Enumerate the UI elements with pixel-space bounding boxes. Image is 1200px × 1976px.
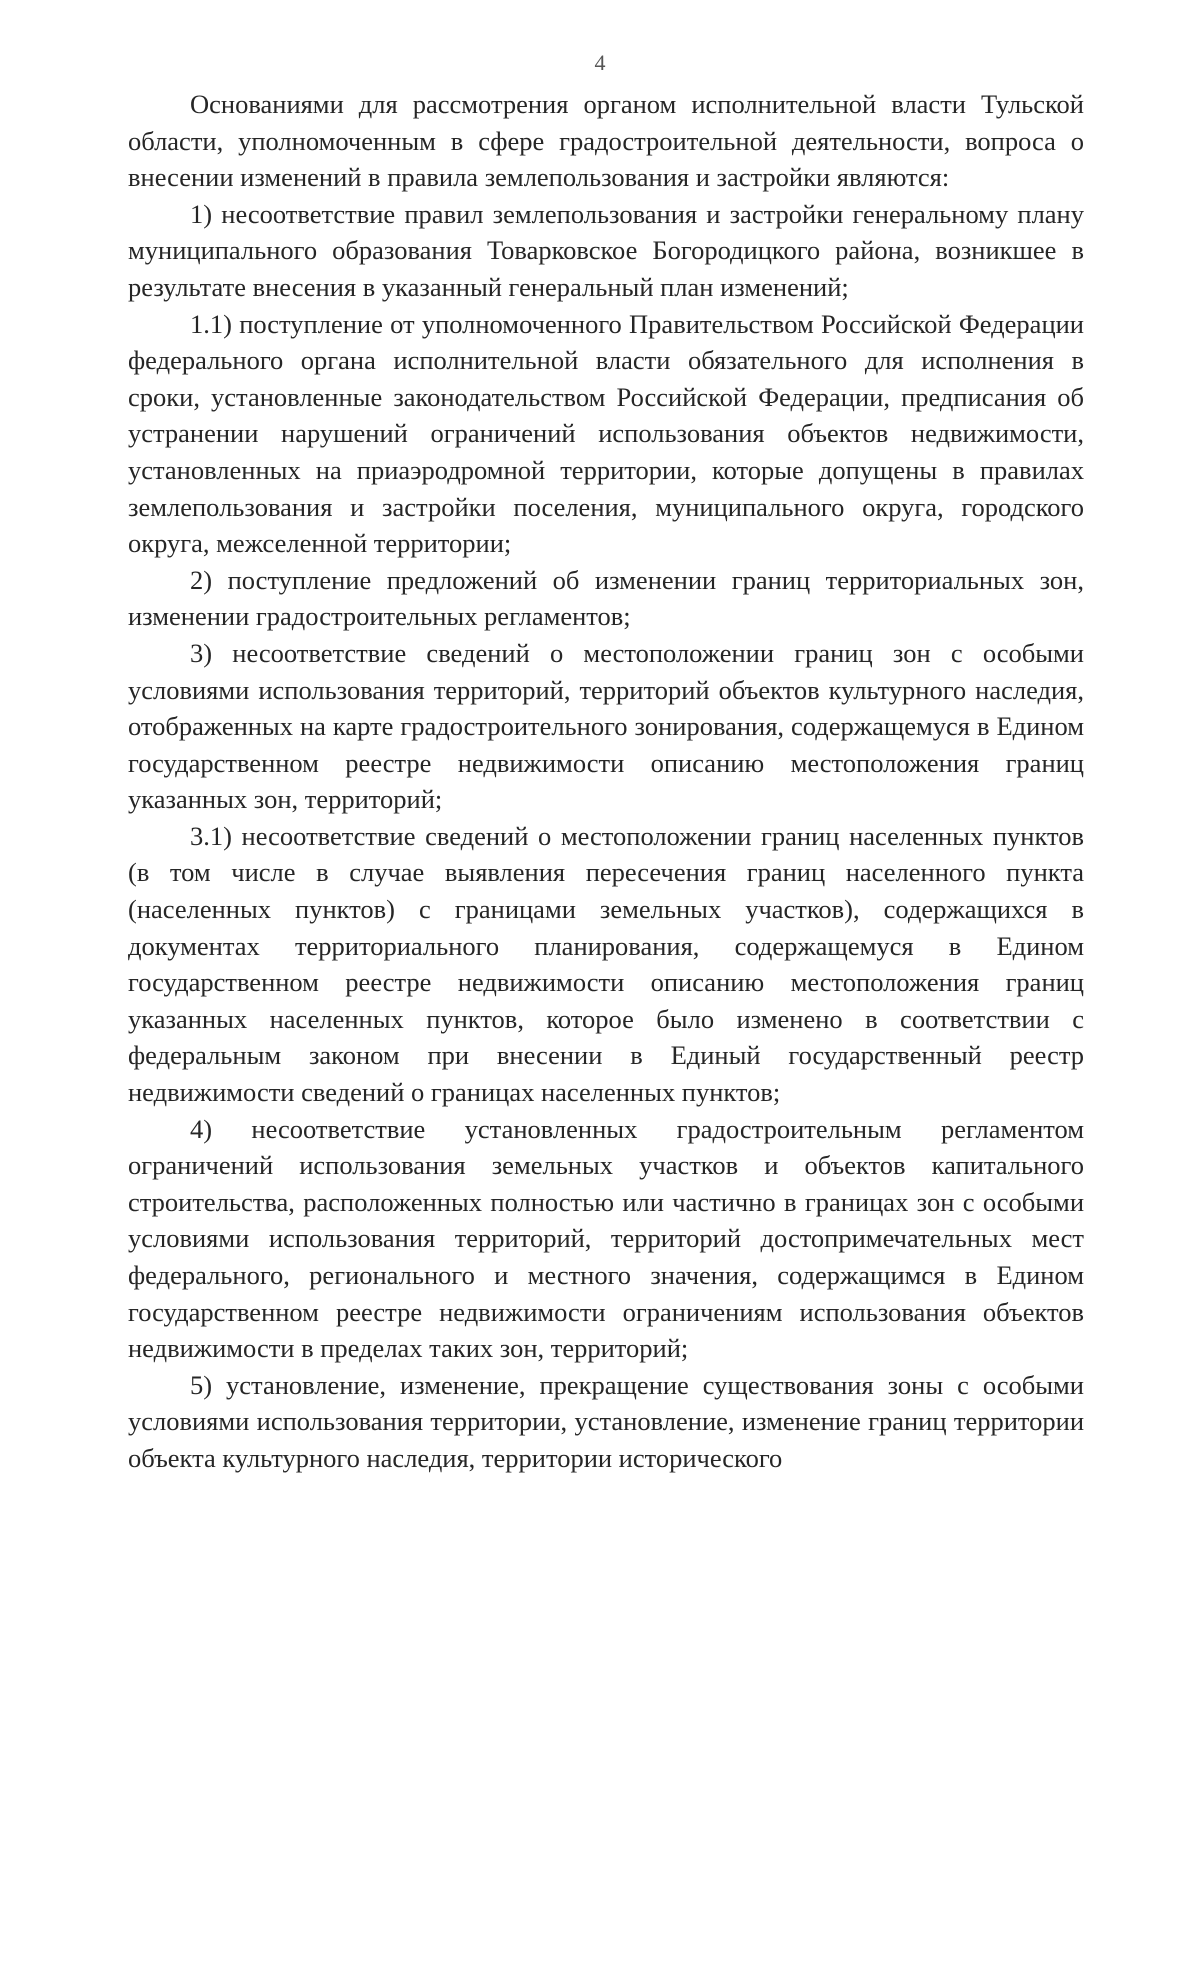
- paragraph-item-5: 5) установление, изменение, прекращение существования зоны с особыми условиями использования территории, установление, изменение границ территории объекта культурного наследия, территории исторического: [128, 1369, 1084, 1473]
- page-number: 4: [594, 50, 606, 75]
- paragraph-item-1-1: 1.1) поступление от уполномоченного Правительством Российской Федерации федерального органа исполнительной власти обязательного для исполнения в сроки, установленные законодательством Российской Федерации, предписания об устранении нарушений ограничений использования объектов недвижимости, установленных на приаэродромной территории, которые допущены в правилах землепользования и застройки поселения, муниципального округа, городского округа, межселенной территории;: [128, 308, 1084, 559]
- document-body: [128, 86, 1084, 1477]
- paragraph-item-2: 2) поступление предложений об изменении границ территориальных зон, изменении градостроительных регламентов;: [128, 564, 1084, 632]
- paragraph-item-3: 3) несоответствие сведений о местоположении границ зон с особыми условиями использования территорий, территорий объектов культурного наследия, отображенных на карте градостроительного зонирования, содержащемуся в Едином государственном реестре недвижимости описанию местоположения границ указанных зон, территорий;: [128, 637, 1084, 815]
- paragraph-item-3-1: 3.1) несоответствие сведений о местоположении границ населенных пунктов (в том числе в случае выявления пересечения границ населенного пункта (населенных пунктов) с границами земельных участков), содержащихся в документах территориального планирования, содержащемуся в Едином государственном реестре недвижимости описанию местоположения границ указанных населенных пунктов, которое было изменено в соответствии с федеральным законом при внесении в Единый государственный реестр недвижимости сведений о границах населенных пунктов;: [128, 820, 1084, 1108]
- paragraph-item-4: 4) несоответствие установленных градостроительным регламентом ограничений использования земельных участков и объектов капитального строительства, расположенных полностью или частично в границах зон с особыми условиями использования территорий, территорий достопримечательных мест федерального, регионального и местного значения, содержащимся в Едином государственном реестре недвижимости ограничениям использования объектов недвижимости в пределах таких зон, территорий;: [128, 1113, 1084, 1364]
- paragraph-item-1: 1) несоответствие правил землепользования и застройки генеральному плану муниципального образования Товарковское Богородицкого района, возникшее в результате внесения в указанный генеральный план изменений;: [128, 198, 1084, 302]
- paragraph-intro: Основаниями для рассмотрения органом исполнительной власти Тульской области, уполномоченным в сфере градостроительной деятельности, вопроса о внесении изменений в правила землепользования и застройки являются:: [128, 89, 1084, 193]
